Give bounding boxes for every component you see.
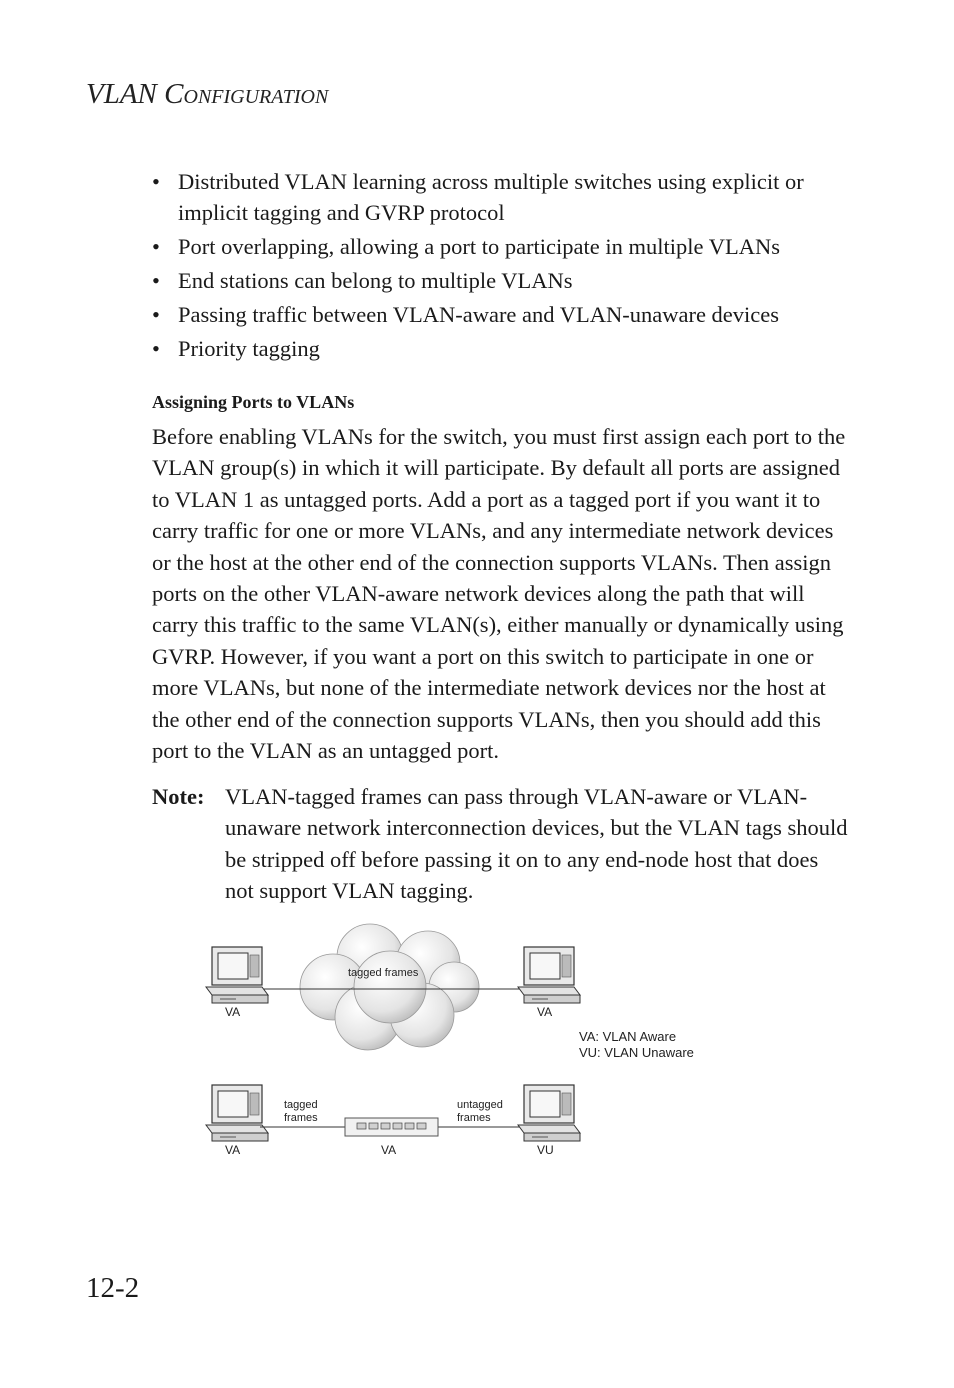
vlan-diagram [200, 915, 720, 1175]
bullet-item [152, 231, 852, 262]
section-body: Before enabling VLANs for the switch, you must first assign each port to the VLAN group(s) in which it will participate. By default all ports are assigned to VLAN 1 as untagged ports. Add a port as a tagged port if you want it to carry traffic for one or more VLANs, and any intermediate network devices or the host at the other end of the connection supports VLANs. Then assign ports on the other VLAN-aware network devices along the path that will carry this traffic to the same VLAN(s), either manually or dynamically using GVRP. However, if you want a port on this switch to participate in one or more VLANs, but none of the intermediate network devices nor the host at the other end of the connection supports VLANs, then you should add this port to the VLAN as an untagged port. [152, 424, 846, 764]
bullet-text: Priority tagging [178, 336, 320, 361]
note-label: Note: [152, 784, 205, 809]
bullet-dot: • [152, 336, 160, 361]
bullet-item [152, 265, 852, 296]
tagged-label-line2: frames [284, 1112, 318, 1124]
computer-icon [206, 947, 268, 1003]
bottom-left-va-label: VA [225, 1143, 241, 1157]
legend-va: VA: VLAN Aware [579, 1029, 677, 1044]
bullet-text: Passing traffic between VLAN-aware and VLAN-unaware devices [178, 302, 780, 327]
bullet-dot: • [152, 234, 160, 259]
cloud-label: tagged frames [348, 967, 419, 979]
page-number: 12-2 [86, 1272, 140, 1304]
computer-icon [518, 947, 580, 1003]
computer-icon [206, 1085, 268, 1141]
bullet-text: Port overlapping, allowing a port to participate in multiple VLANs [178, 234, 780, 259]
bullet-item [152, 299, 852, 330]
feature-bullet-list [152, 166, 852, 367]
untagged-label-line1: untagged [457, 1099, 503, 1111]
bullet-dot: • [152, 169, 160, 194]
switch-icon [345, 1118, 438, 1136]
bullet-text: Distributed VLAN learning across multiple switches using explicit or implicit tagging and GVRP protocol [178, 169, 804, 225]
untagged-label-line2: frames [457, 1112, 491, 1124]
bullet-dot: • [152, 302, 160, 327]
legend-vu: VU: VLAN Unaware [579, 1045, 694, 1060]
header-title-big: VLAN C [86, 78, 184, 110]
tagged-label-line1: tagged [284, 1099, 318, 1111]
bullet-item [152, 333, 852, 364]
running-header [86, 78, 328, 111]
top-right-va-label: VA [537, 1005, 553, 1019]
network-cloud [300, 924, 479, 1050]
bottom-right-vu-label: VU [537, 1143, 554, 1157]
bullet-dot: • [152, 268, 160, 293]
note-block [152, 781, 852, 907]
top-left-va-label: VA [225, 1005, 241, 1019]
note-text: VLAN-tagged frames can pass through VLAN-aware or VLAN-unaware network interconnection devices, but the VLAN tags should be stripped off before passing it on to any end-node host that does not support VLAN tagging. [225, 784, 848, 904]
bullet-text: End stations can belong to multiple VLANs [178, 268, 573, 293]
bullet-item [152, 166, 852, 228]
computer-icon [518, 1085, 580, 1141]
bottom-mid-va-label: VA [381, 1143, 397, 1157]
section-heading: Assigning Ports to VLANs [152, 392, 355, 412]
header-title-small: ONFIGURATION [183, 86, 329, 108]
